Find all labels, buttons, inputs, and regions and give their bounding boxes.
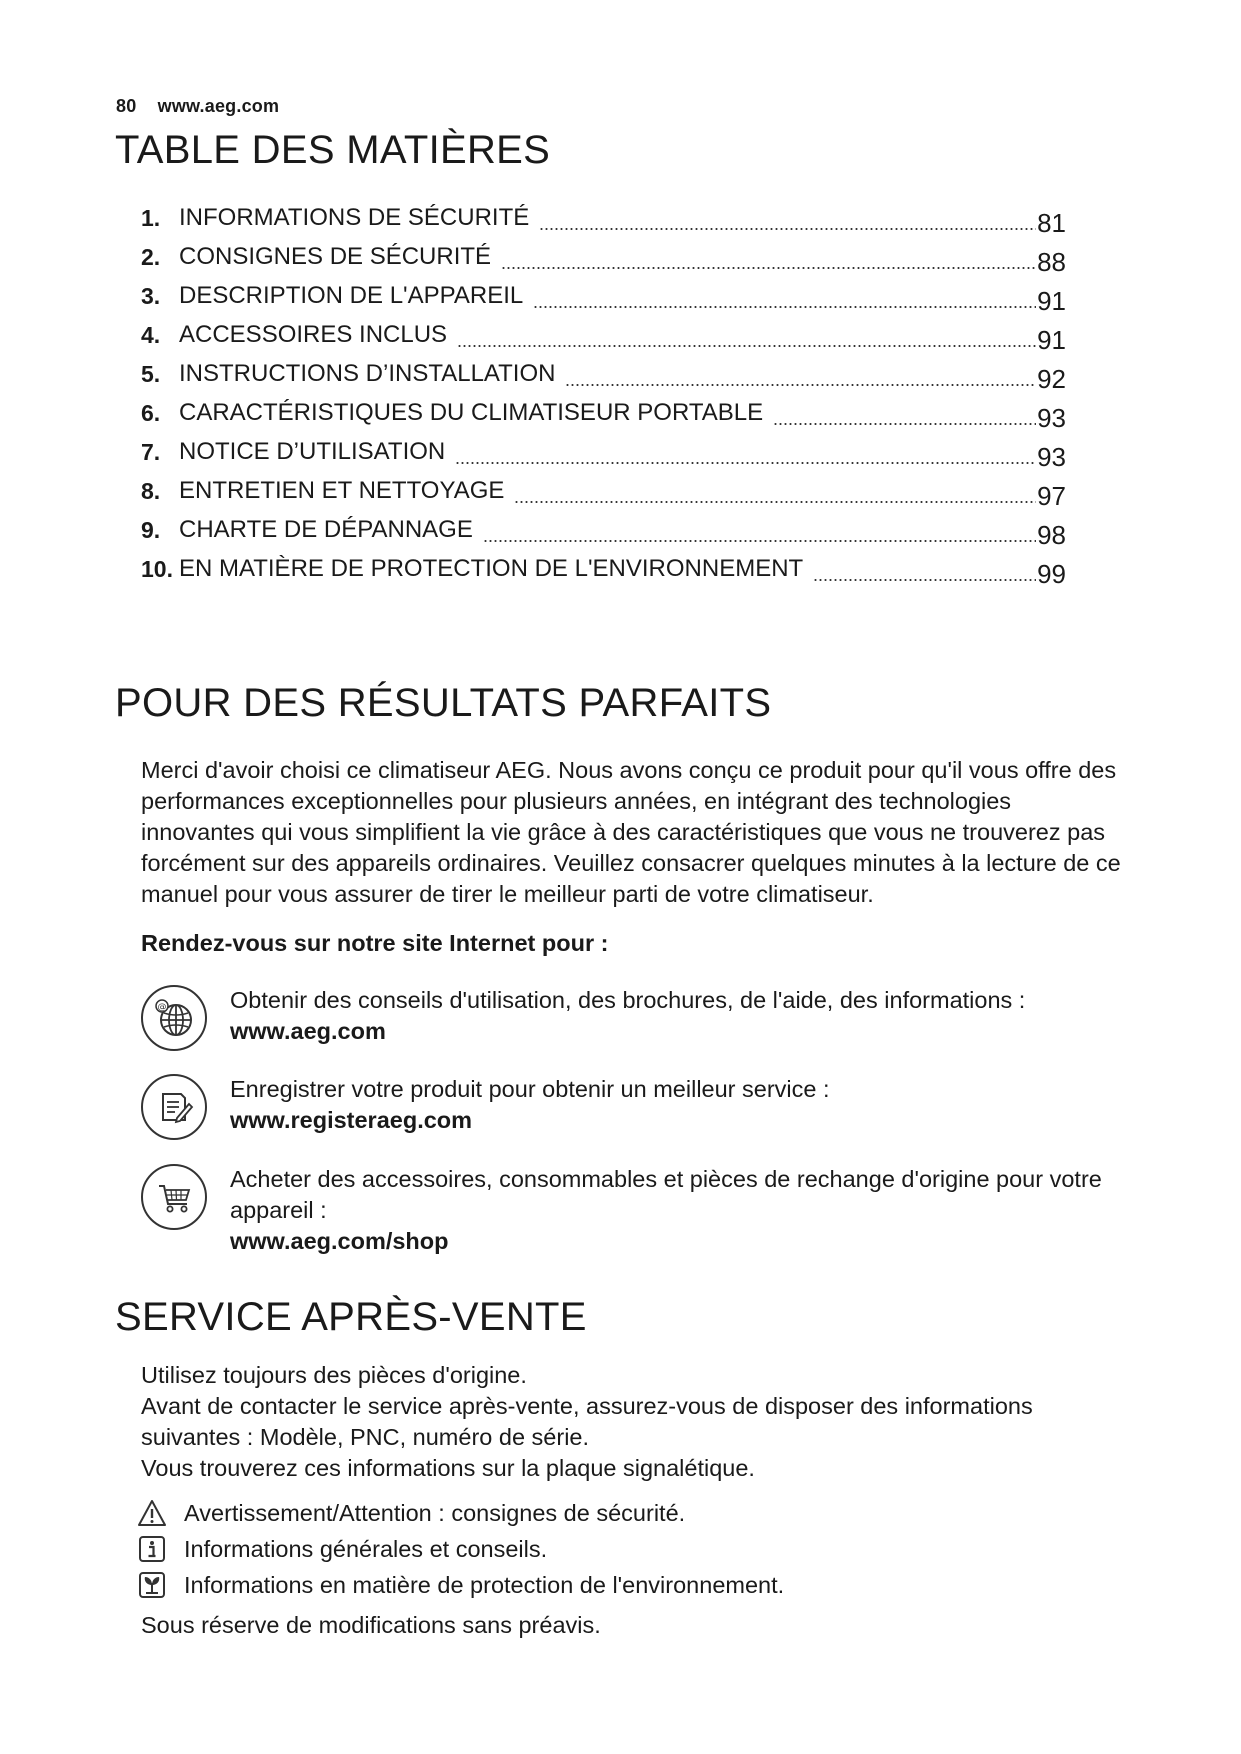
toc-item[interactable] [141, 203, 1066, 242]
toc-leader-dots [455, 462, 1036, 464]
toc-item-title: INSTRUCTIONS D’INSTALLATION [179, 360, 556, 387]
service-line: Avant de contacter le service après-vente, assurez-vous de disposer des informations suivantes : Modèle, PNC, numéro de série. [141, 1393, 1033, 1450]
toc-leader-dots [773, 423, 1036, 425]
toc-leader-dots [483, 540, 1036, 542]
toc-item-page: 97 [1037, 481, 1066, 511]
toc-item-title: CONSIGNES DE SÉCURITÉ [179, 243, 492, 270]
toc-item-page: 98 [1037, 520, 1066, 550]
toc-leader-dots [457, 345, 1036, 347]
toc-item-page: 99 [1037, 559, 1066, 589]
toc-item-title: INFORMATIONS DE SÉCURITÉ [179, 204, 530, 231]
toc-item-title: ACCESSOIRES INCLUS [179, 321, 448, 348]
toc-leader-dots [565, 384, 1036, 386]
toc-item-number: 5. [141, 361, 161, 387]
toc-item-title: NOTICE D’UTILISATION [179, 438, 446, 465]
cart-icon [141, 1164, 207, 1230]
toc-item[interactable] [141, 398, 1066, 437]
visit-label: Rendez-vous sur notre site Internet pour : [141, 930, 609, 956]
toc-item-number: 3. [141, 283, 161, 309]
svg-text:@: @ [157, 1002, 167, 1013]
service-heading: SERVICE APRÈS-VENTE [115, 1295, 587, 1339]
toc-item-page: 91 [1037, 286, 1066, 316]
toc-item-number: 6. [141, 400, 161, 426]
table-of-contents [141, 203, 1066, 593]
service-text [141, 1360, 1131, 1484]
toc-item-page: 91 [1037, 325, 1066, 355]
toc-item[interactable] [141, 515, 1066, 554]
toc-item-title: ENTRETIEN ET NETTOYAGE [179, 477, 505, 504]
register-icon [141, 1074, 207, 1140]
toc-item-title: CARACTÉRISTIQUES DU CLIMATISEUR PORTABLE [179, 399, 764, 426]
toc-leader-dots [539, 228, 1036, 230]
disclaimer: Sous réserve de modifications sans préavis. [141, 1612, 601, 1638]
warning-icon [136, 1499, 168, 1527]
results-heading: POUR DES RÉSULTATS PARFAITS [115, 681, 772, 725]
toc-item[interactable] [141, 320, 1066, 359]
toc-item-page: 88 [1037, 247, 1066, 277]
info-icon [136, 1535, 168, 1563]
toc-leader-dots [501, 267, 1036, 269]
toc-item[interactable] [141, 281, 1066, 320]
toc-item[interactable] [141, 359, 1066, 398]
link-item-register [141, 1074, 1131, 1140]
page-header [116, 96, 279, 117]
toc-item[interactable] [141, 554, 1066, 593]
toc-leader-dots [514, 501, 1036, 503]
toc-item-number: 10. [141, 556, 173, 582]
toc-item-title: CHARTE DE DÉPANNAGE [179, 516, 473, 543]
header-site-link[interactable]: www.aeg.com [157, 96, 280, 116]
toc-item-title: EN MATIÈRE DE PROTECTION DE L'ENVIRONNEMENT [179, 555, 804, 582]
toc-leader-dots [813, 579, 1036, 581]
link-url[interactable]: www.aeg.com/shop [230, 1228, 449, 1254]
toc-leader-dots [533, 306, 1036, 308]
link-item-info [141, 985, 1131, 1051]
legend-item [136, 1495, 1036, 1531]
toc-heading: TABLE DES MATIÈRES [115, 128, 551, 172]
link-url[interactable]: www.registeraeg.com [230, 1107, 473, 1133]
link-description: Enregistrer votre produit pour obtenir un meilleur service : [230, 1076, 830, 1102]
toc-item-number: 9. [141, 517, 161, 543]
legend-item [136, 1567, 1036, 1603]
link-url[interactable]: www.aeg.com [230, 1018, 386, 1044]
link-description: Acheter des accessoires, consommables et pièces de rechange d'origine pour votre appareil : [230, 1166, 1102, 1223]
symbol-legend [136, 1495, 1036, 1603]
intro-paragraph: Merci d'avoir choisi ce climatiseur AEG. Nous avons conçu ce produit pour qu'il vous offre des performances exceptionnelles pour plusieurs années, en intégrant des technologies innovantes qui vous simplifient la vie grâce à des caractéristiques que vous ne trouverez pas forcément sur des appareils ordinaires. Veuillez consacrer quelques minutes à la lecture de ce manuel pour vous assurer de tirer le meilleur parti de votre climatiseur. [141, 757, 1121, 907]
toc-item-page: 93 [1037, 403, 1066, 433]
toc-item-number: 4. [141, 322, 161, 348]
toc-item[interactable] [141, 437, 1066, 476]
toc-item-page: 81 [1037, 208, 1066, 238]
toc-item-number: 2. [141, 244, 161, 270]
toc-item-page: 92 [1037, 364, 1066, 394]
service-line: Utilisez toujours des pièces d'origine. [141, 1362, 527, 1388]
toc-item-page: 93 [1037, 442, 1066, 472]
legend-text: Avertissement/Attention : consignes de sécurité. [184, 1499, 686, 1526]
environment-icon [136, 1571, 168, 1599]
toc-item-number: 7. [141, 439, 161, 465]
toc-item[interactable] [141, 476, 1066, 515]
toc-item-number: 8. [141, 478, 161, 504]
toc-item-title: DESCRIPTION DE L'APPAREIL [179, 282, 524, 309]
globe-icon [141, 985, 207, 1051]
legend-text: Informations générales et conseils. [184, 1535, 548, 1562]
link-item-shop [141, 1164, 1131, 1257]
toc-item-number: 1. [141, 205, 161, 231]
link-description: Obtenir des conseils d'utilisation, des brochures, de l'aide, des informations : [230, 987, 1026, 1013]
legend-text: Informations en matière de protection de l'environnement. [184, 1571, 785, 1598]
page-number: 80 [116, 96, 137, 116]
toc-item[interactable] [141, 242, 1066, 281]
legend-item [136, 1531, 1036, 1567]
service-line: Vous trouverez ces informations sur la plaque signalétique. [141, 1455, 755, 1481]
